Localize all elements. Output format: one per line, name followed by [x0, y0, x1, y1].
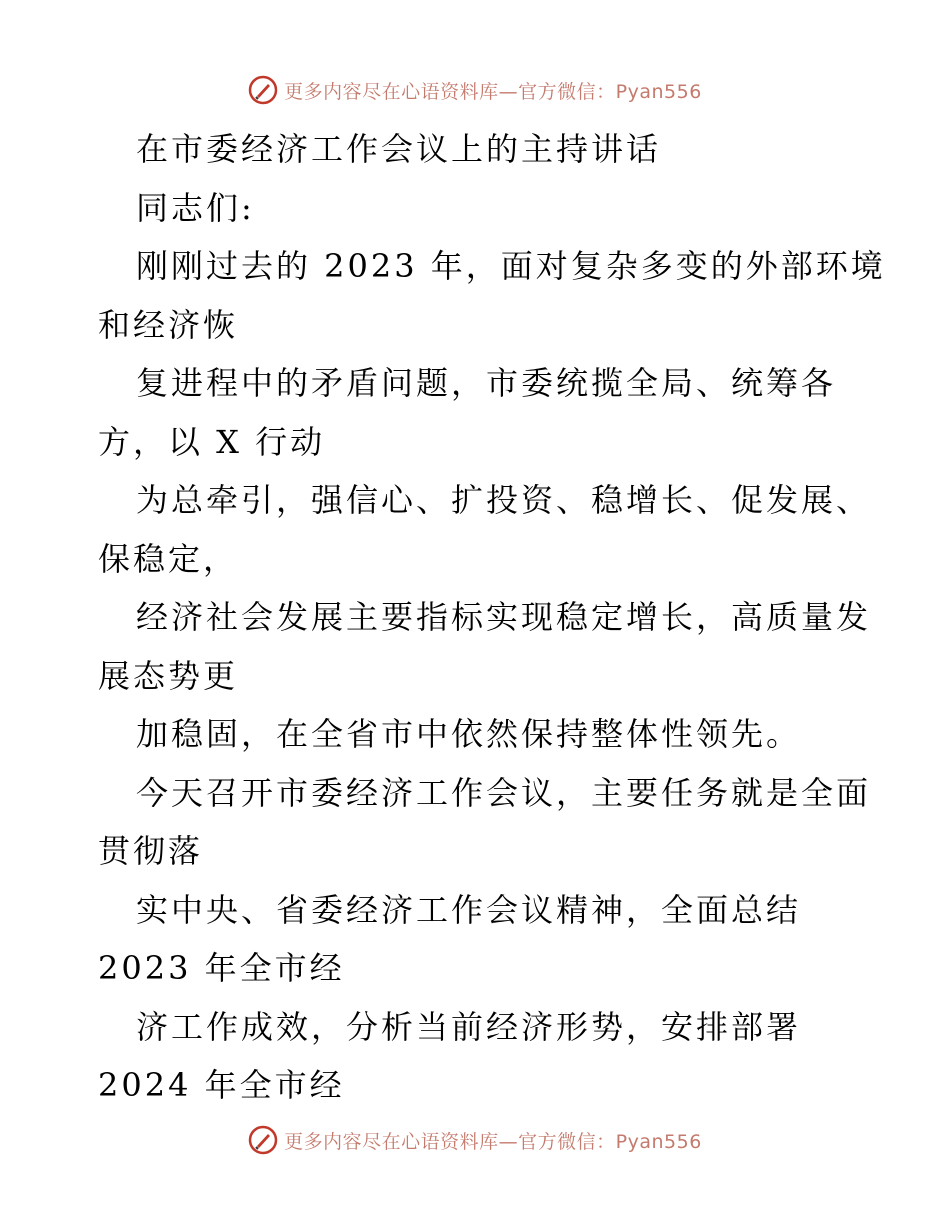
footer-watermark: [0, 1120, 950, 1160]
text-line: 方，以 X 行动: [98, 422, 326, 461]
text-line: 为总牵引，强信心、扩投资、稳增长、促发展、: [136, 481, 872, 519]
text-line: 复进程中的矛盾问题，市委统揽全局、统筹各: [136, 364, 837, 402]
header-watermark: [0, 70, 950, 110]
text-line: 贯彻落: [98, 832, 204, 870]
text-line: 经济社会发展主要指标实现稳定增长，高质量发: [136, 598, 872, 636]
text-line: 刚刚过去的 2023 年，面对复杂多变的外部环境: [136, 247, 886, 285]
watermark-text: 更多内容尽在心语资料库—官方微信：Pyan556: [284, 80, 702, 103]
text-line: 保稳定，: [98, 539, 239, 578]
watermark-text: 更多内容尽在心语资料库—官方微信：Pyan556: [284, 1130, 702, 1153]
text-line: 展态势更: [98, 656, 239, 695]
text-line: 同志们:: [136, 188, 255, 227]
text-line: 2023 年全市经: [98, 949, 345, 987]
document-body: [98, 120, 886, 1115]
text-line: 加稳固，在全省市中依然保持整体性领先。: [136, 715, 802, 753]
text-line: 2024 年全市经: [98, 1066, 345, 1104]
quill-seal-icon: [248, 1125, 278, 1155]
text-line: 实中央、省委经济工作会议精神，全面总结: [136, 890, 802, 929]
quill-seal-icon: [248, 75, 278, 105]
text-line: 济工作成效，分析当前经济形势，安排部署: [136, 1007, 802, 1046]
text-line: 和经济恢: [98, 305, 239, 344]
text-line: 今天召开市委经济工作会议，主要任务就是全面: [136, 773, 872, 812]
document-title: 在市委经济工作会议上的主持讲话: [136, 130, 662, 168]
